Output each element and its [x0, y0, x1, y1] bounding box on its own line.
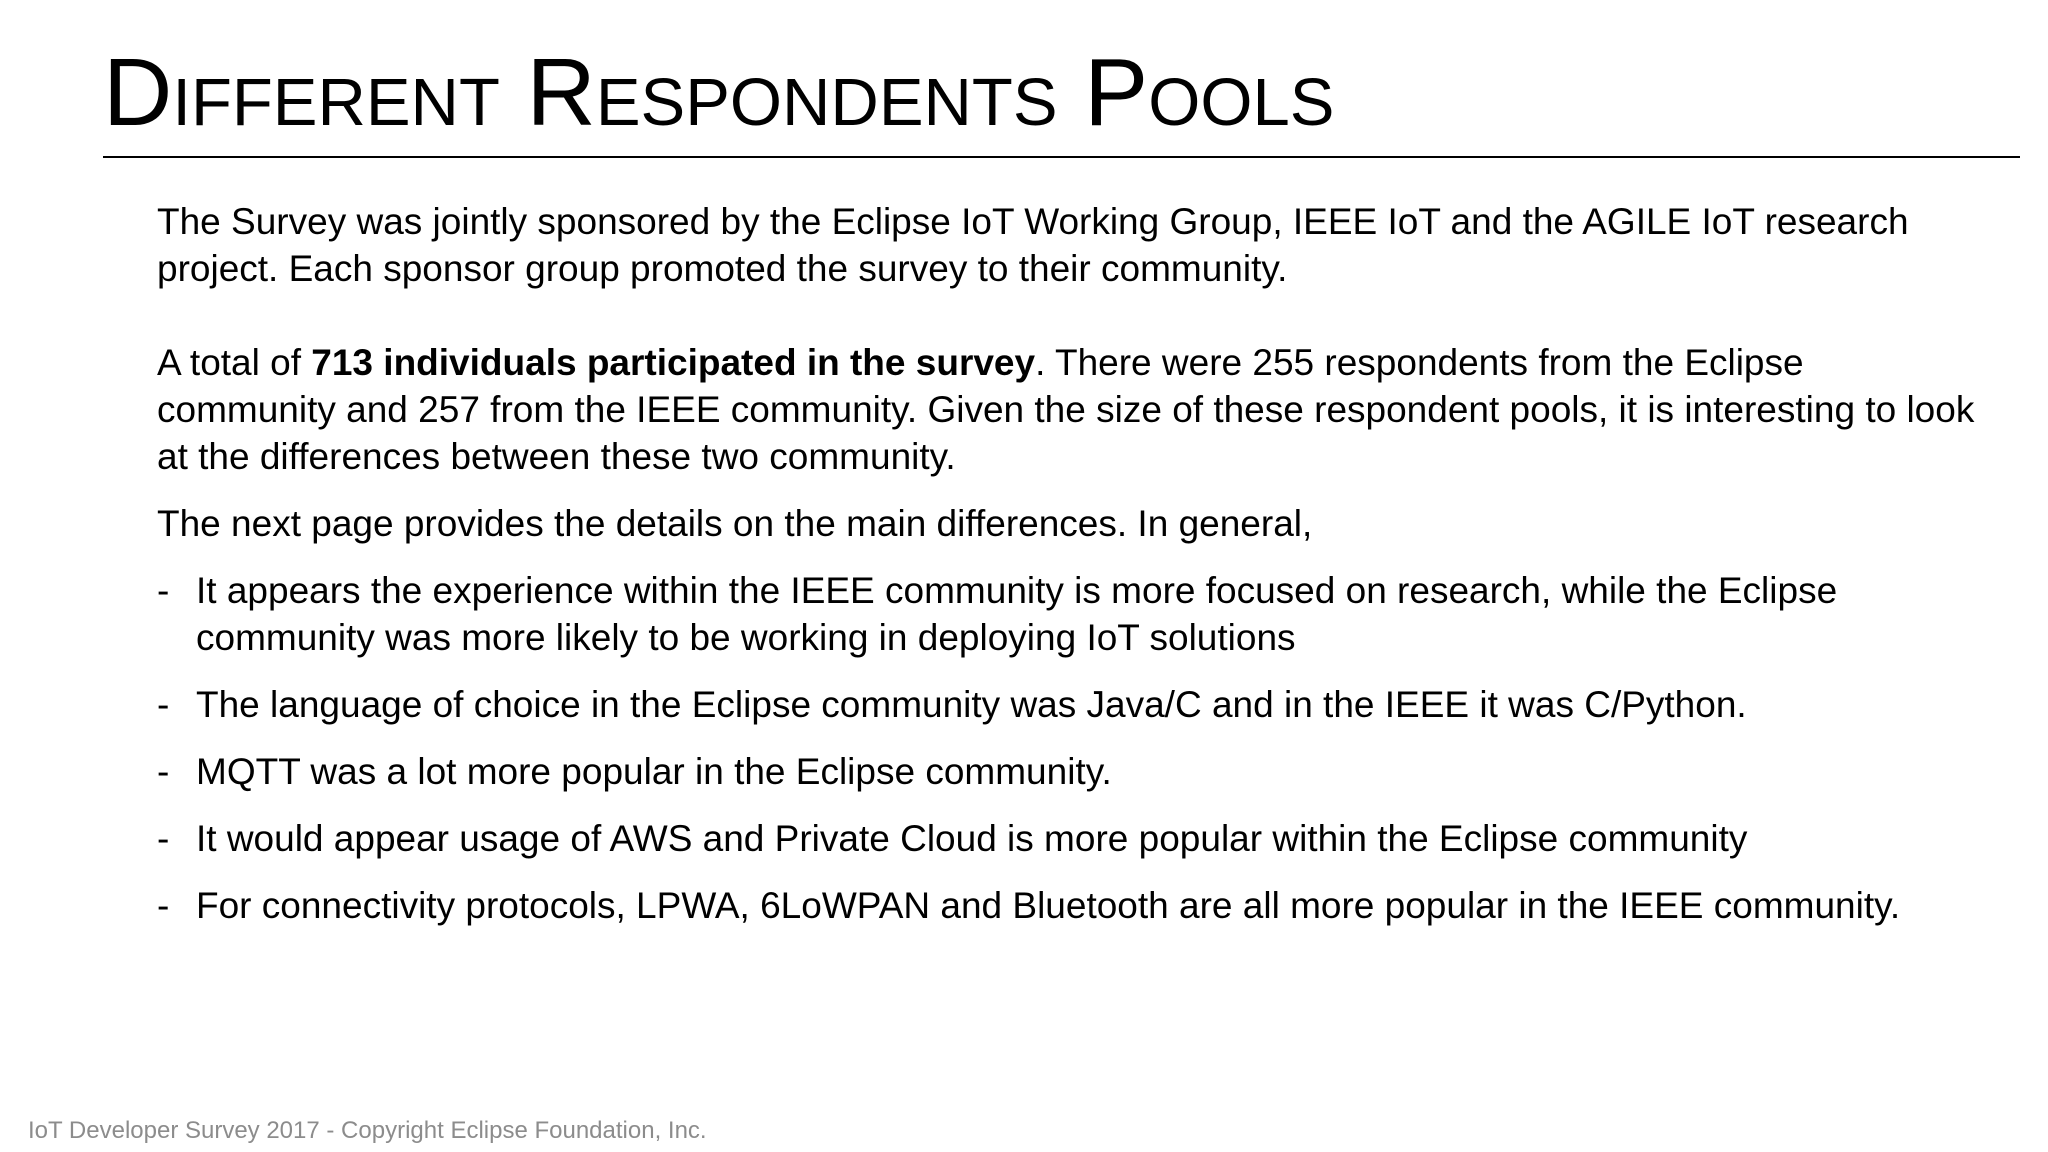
list-item-text: It would appear usage of AWS and Private Cloud is more popular within the Eclipse community — [196, 818, 1748, 859]
list-item — [157, 567, 1977, 661]
slide-body — [157, 198, 1977, 949]
bullet-dash: - — [157, 751, 170, 792]
list-item — [157, 882, 1977, 929]
bullet-dash: - — [157, 885, 170, 926]
list-item — [157, 681, 1977, 728]
list-item-text: It appears the experience within the IEEE community is more focused on research, while the Eclipse community was more likely to be working in deploying IoT solutions — [196, 570, 1838, 658]
differences-list — [157, 567, 1977, 929]
bullet-dash: - — [157, 570, 170, 611]
slide-title: Different Respondents Pools — [103, 39, 1335, 146]
list-item — [157, 815, 1977, 862]
list-item-text: MQTT was a lot more popular in the Eclipse community. — [196, 751, 1112, 792]
participation-prefix: A total of — [157, 342, 312, 383]
intro-paragraph: The Survey was jointly sponsored by the Eclipse IoT Working Group, IEEE IoT and the AGILE IoT research project. Each sponsor group promoted the survey to their community. — [157, 201, 1909, 289]
next-page-paragraph: The next page provides the details on the main differences. In general, — [157, 503, 1313, 544]
bullet-dash: - — [157, 684, 170, 725]
list-item-text: The language of choice in the Eclipse community was Java/C and in the IEEE it was C/Python. — [196, 684, 1747, 725]
footer-copyright: IoT Developer Survey 2017 - Copyright Eclipse Foundation, Inc. — [28, 1117, 707, 1144]
list-item-text: For connectivity protocols, LPWA, 6LoWPAN and Bluetooth are all more popular in the IEEE community. — [196, 885, 1901, 926]
bullet-dash: - — [157, 818, 170, 859]
participation-paragraph — [157, 339, 1977, 480]
participation-highlight: 713 individuals participated in the survey — [311, 342, 1036, 383]
title-divider — [103, 156, 2020, 158]
list-item — [157, 748, 1977, 795]
participation-suffix: . There were 255 respondents from the Eclipse community and 257 from the IEEE community. Given the size of these respondent pools, it is interesting to look at the differences between these two community. — [157, 342, 1975, 477]
